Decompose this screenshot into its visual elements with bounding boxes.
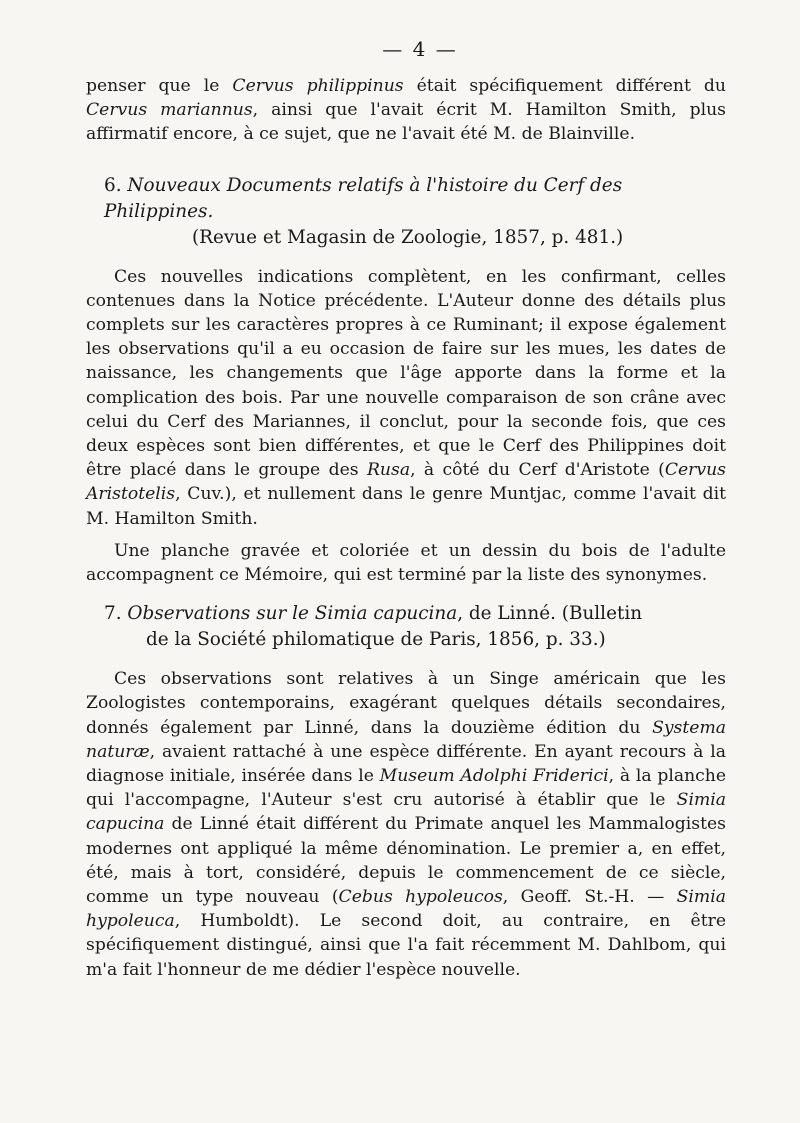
italic-term: Rusa bbox=[366, 460, 411, 481]
italic-term: Simia hypoleuca bbox=[86, 887, 726, 932]
italic-term: Museum Adolphi Friderici bbox=[379, 766, 609, 787]
italic-term: Simia capucina bbox=[86, 790, 726, 835]
section-7-paragraph-1 bbox=[86, 667, 726, 982]
section-7-number: 7. bbox=[104, 603, 122, 625]
section-6-heading bbox=[86, 173, 726, 251]
section-6-title: Nouveaux Documents relatifs à l'histoire du Cerf des Philippines. bbox=[104, 174, 623, 222]
section-7-reference: de la Société philomatique de Paris, 1856, p. 33.) bbox=[146, 629, 606, 651]
section-7-title: Observations sur le Simia capucina bbox=[127, 603, 458, 625]
intro-text: , ainsi que l'avait écrit M. Hamilton Smith, plus affirmatif encore, à ce sujet, que ne l'avait été M. de Blainville. bbox=[86, 100, 726, 145]
body-text: , à la planche qui l'accompagne, l'Auteur s'est cru autorisé à établir que le bbox=[86, 766, 727, 811]
italic-term: Systema naturæ bbox=[86, 717, 726, 762]
section-6-reference: (Revue et Magasin de Zoologie, 1857, p. 481.) bbox=[192, 226, 624, 248]
section-7-title-after: , de Linné. (Bulletin bbox=[457, 603, 643, 625]
document-page bbox=[86, 36, 726, 982]
section-7-heading bbox=[86, 601, 726, 653]
body-text: , à côté du Cerf d'Aristote ( bbox=[410, 460, 665, 481]
intro-species-name: Cervus philippinus bbox=[232, 76, 404, 96]
body-text: , avaient rattaché à une espèce différente. En ayant recours à la diagnose initiale, insérée dans le bbox=[86, 741, 726, 787]
section-6-paragraph-2: Une planche gravée et coloriée et un dessin du bois de l'adulte accompagnent ce Mémoire, qui est terminé par la liste des synonymes. bbox=[86, 540, 726, 586]
intro-text: penser que le bbox=[86, 76, 233, 96]
section-6-number: 6. bbox=[104, 174, 122, 196]
body-text: de Linné était différent du Primate anquel les Mammalogistes modernes ont appliqué la même dénomination. Le premier a, en effet, été, mais à tort, considéré, depuis le commencement de ce siècle, comme un type nouveau ( bbox=[86, 814, 726, 908]
italic-term: Cervus Aristotelis bbox=[86, 460, 726, 505]
body-text: , Cuv.), et nullement dans le genre Muntjac, comme l'avait dit M. Hamilton Smith. bbox=[86, 484, 726, 529]
intro-paragraph bbox=[86, 74, 726, 147]
body-text: Ces nouvelles indications complètent, en les confirmant, celles contenues dans la Notice précédente. L'Auteur donne des détails plus complets sur les caractères propres à ce Ruminant; il expose également les observations qu'il a eu occasion de faire sur les mues, les dates de naissance, les changements que l'âge apporte dans la forme et la complication des bois. Par une nouvelle comparaison de son crâne avec celui du Cerf des Mariannes, il conclut, pour la seconde fois, que ces deux espèces sont bien différentes, et que le Cerf des Philippines doit être placé dans le groupe des bbox=[86, 266, 726, 481]
intro-species-name: Cervus mariannus bbox=[86, 100, 253, 121]
intro-text: était spécifiquement différent du bbox=[403, 76, 726, 96]
italic-term: Cebus hypoleucos bbox=[338, 887, 503, 908]
section-6-paragraph-1 bbox=[86, 265, 726, 531]
body-text: Ces observations sont relatives à un Singe américain que les Zoologistes contemporains, exagérant quelques détails secondaires, donnés également par Linné, dans la douzième édition du bbox=[86, 669, 726, 738]
body-text: , Geoff. St.-H. — bbox=[502, 887, 677, 908]
page-number: — 4 — bbox=[382, 37, 458, 61]
body-text: , Humboldt). Le second doit, au contraire, en être spécifiquement distingué, ainsi que l'a fait récemment M. Dahlbom, qui m'a fait l'honneur de me dédier l'espèce nouvelle. bbox=[86, 911, 726, 980]
